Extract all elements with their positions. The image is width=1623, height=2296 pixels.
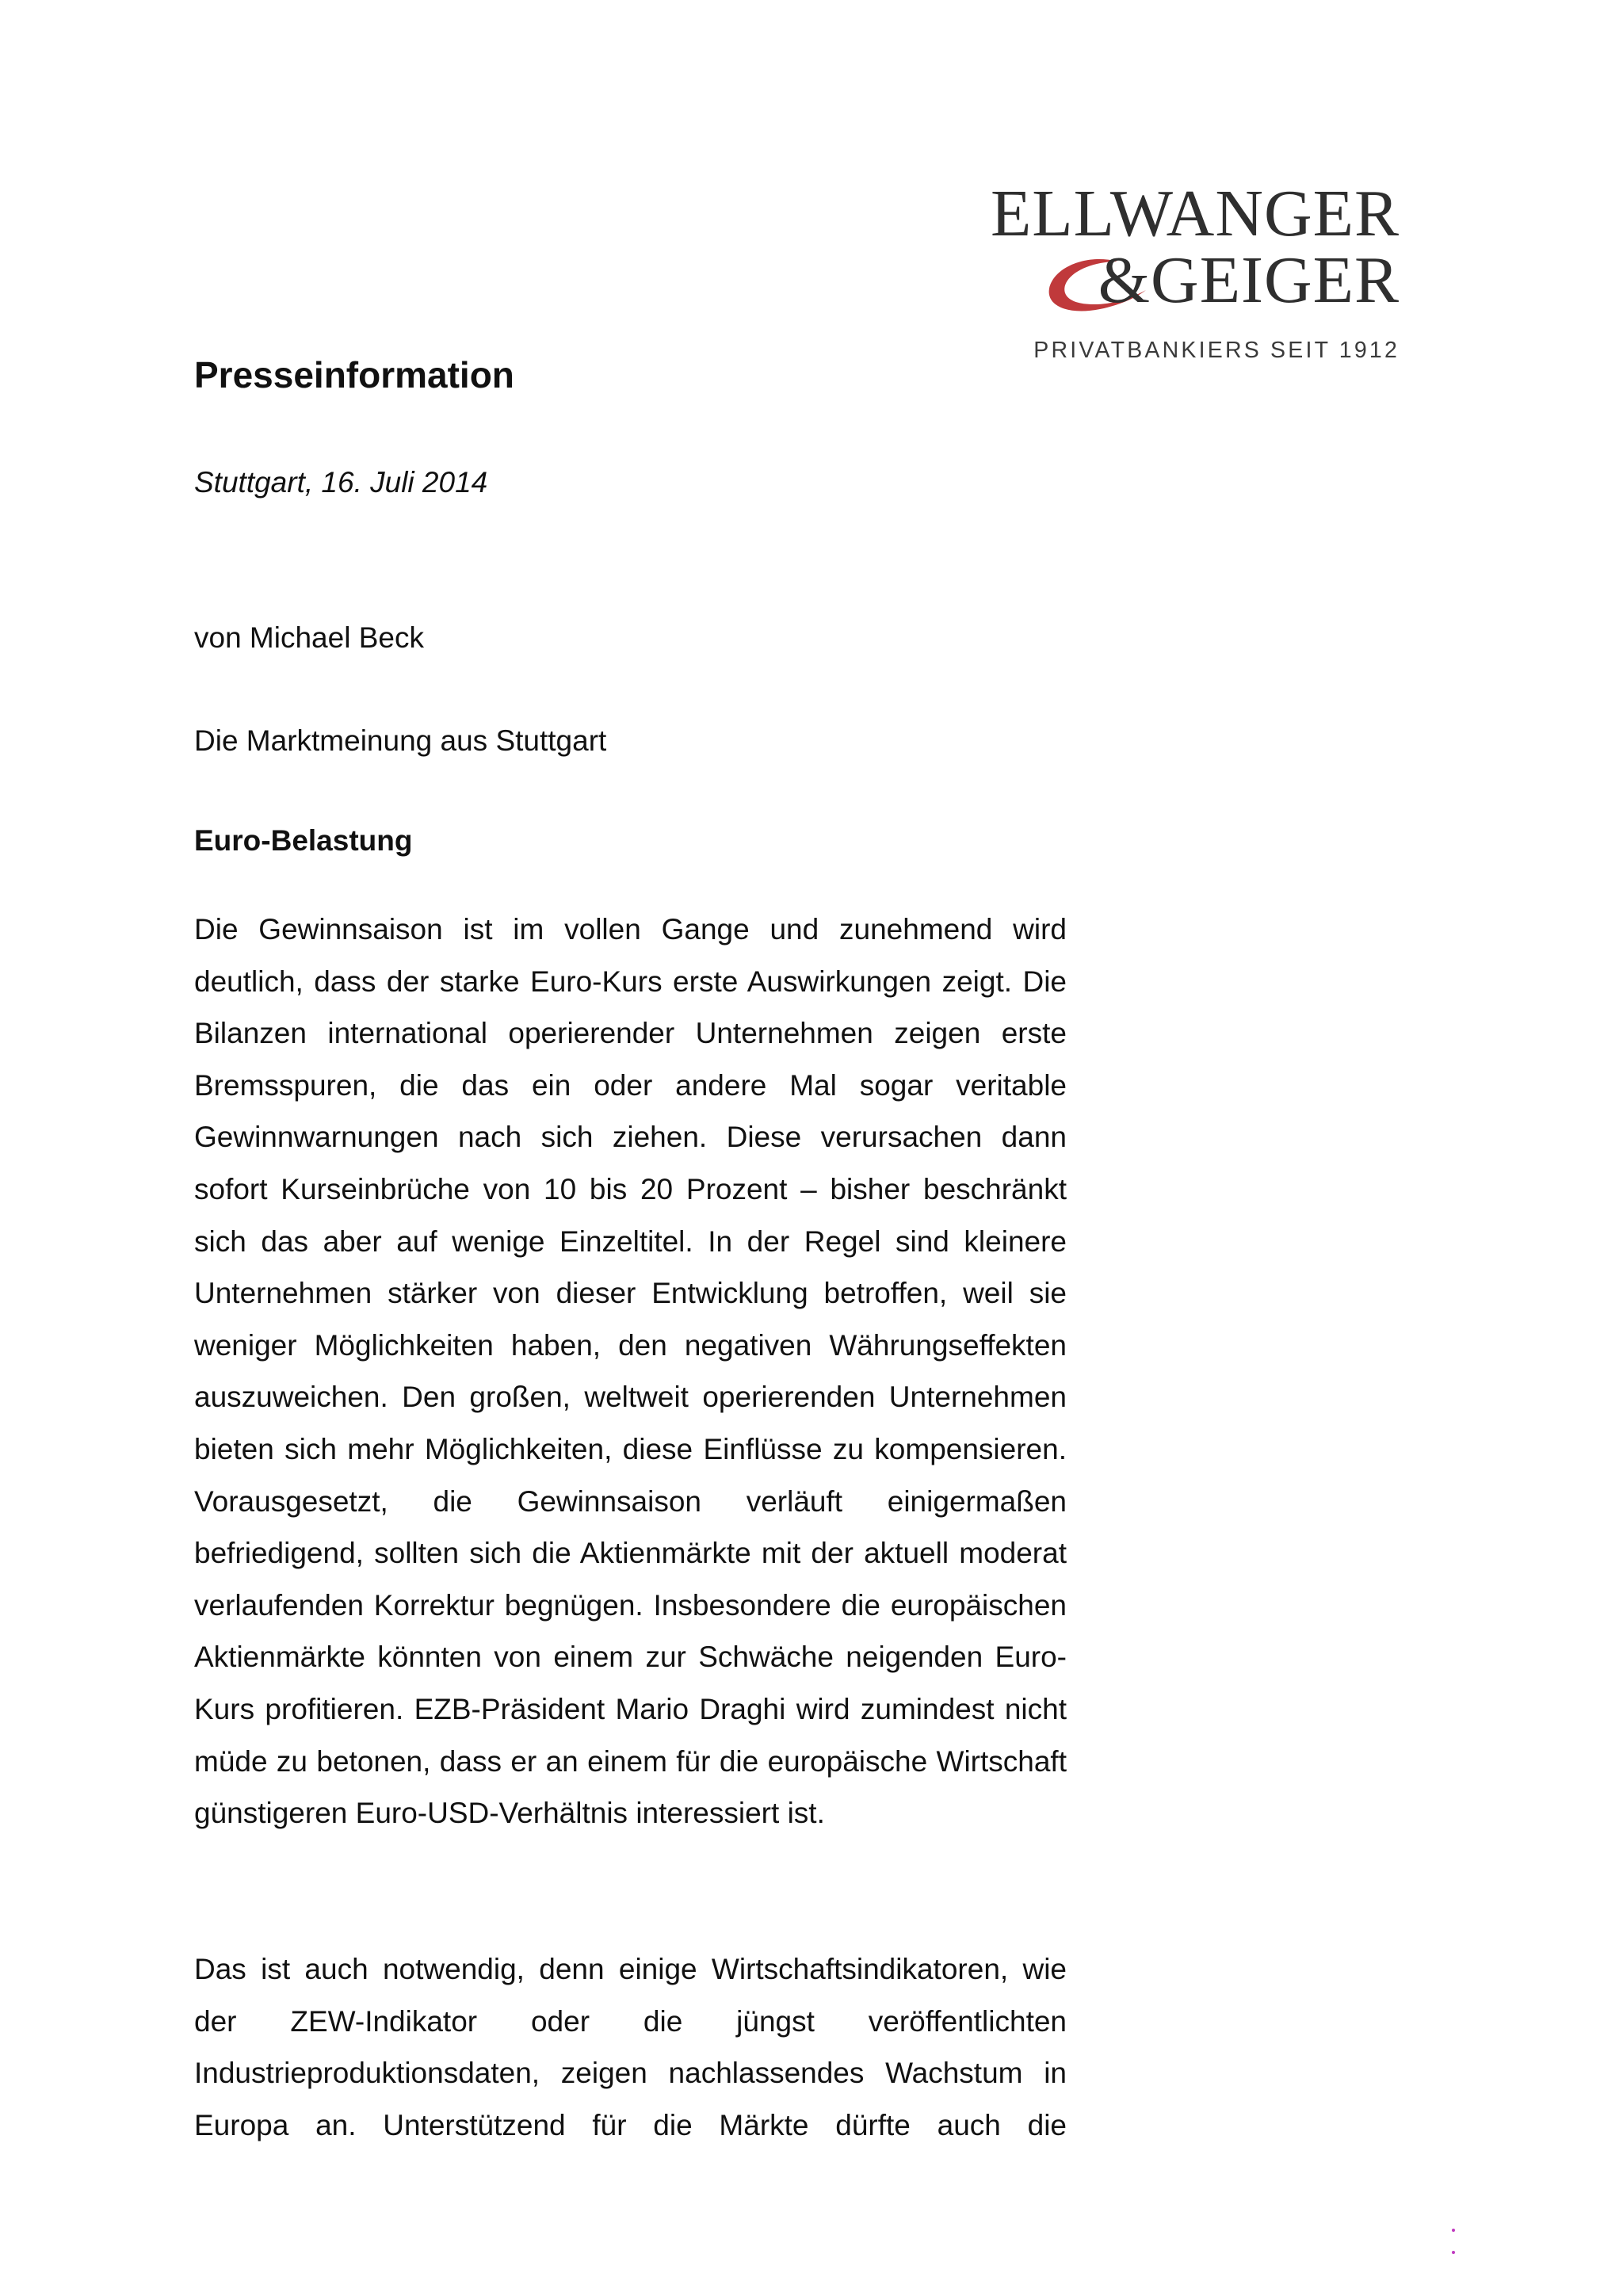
logo-wordmark-line2: &GEIGER xyxy=(1098,243,1400,317)
series-title: Die Marktmeinung aus Stuttgart xyxy=(194,724,607,757)
logo-wordmark-line1: ELLWANGER xyxy=(991,177,1400,250)
body-paragraph-1: Die Gewinnsaison ist im vollen Gange und zunehmend wird deutlich, dass der starke Euro-Kurs erste Auswirkungen zeigt. Die Bilanzen international operierender Unternehmen zeigen erste Bremsspuren, die das ein oder andere Mal sogar veritable Gewinnwarnungen nach sich ziehen. Diese verursachen dann sofort Kurseinbrüche von 10 bis 20 Prozent – bisher beschränkt sich das aber auf wenige Einzeltitel. In der Regel sind kleinere Unternehmen stärker von dieser Entwicklung betroffen, weil sie weniger Möglichkeiten haben, den negativen Währungseffekten auszuweichen. Den großen, weltweit operierenden Unternehmen bieten sich mehr Möglichkeiten, diese Einflüsse zu kompensieren. Vorausgesetzt, die Gewinnsaison verläuft einigermaßen befriedigend, sollten sich die Aktienmärkte mit der aktuell moderat verlaufenden Korrektur begnügen. Insbesondere die europäischen Aktienmärkte könnten von einem zur Schwäche neigenden Euro-Kurs profitieren. EZB-Präsident Mario Draghi wird zumindest nicht müde zu betonen, dass er an einem für die europäische Wirtschaft günstigeren Euro-USD-Verhältnis interessiert ist. xyxy=(194,913,1067,1830)
body-paragraph-2: Das ist auch notwendig, denn einige Wirtschaftsindikatoren, wie der ZEW-Indikator oder die jüngst veröffentlichten Industrieproduktionsdaten, zeigen nachlassendes Wachstum in Europa an. Unterstützend für die Märkte dürfte auch die xyxy=(194,1953,1067,2141)
document-title: Presseinformation xyxy=(194,354,514,395)
author-line: von Michael Beck xyxy=(194,621,424,654)
bank-logo xyxy=(991,177,1400,368)
dateline: Stuttgart, 16. Juli 2014 xyxy=(194,466,488,499)
article-heading: Euro-Belastung xyxy=(194,824,413,857)
logo-tagline: PRIVATBANKIERS SEIT 1912 xyxy=(1033,338,1400,363)
margin-marker-dots xyxy=(1452,2229,1457,2276)
